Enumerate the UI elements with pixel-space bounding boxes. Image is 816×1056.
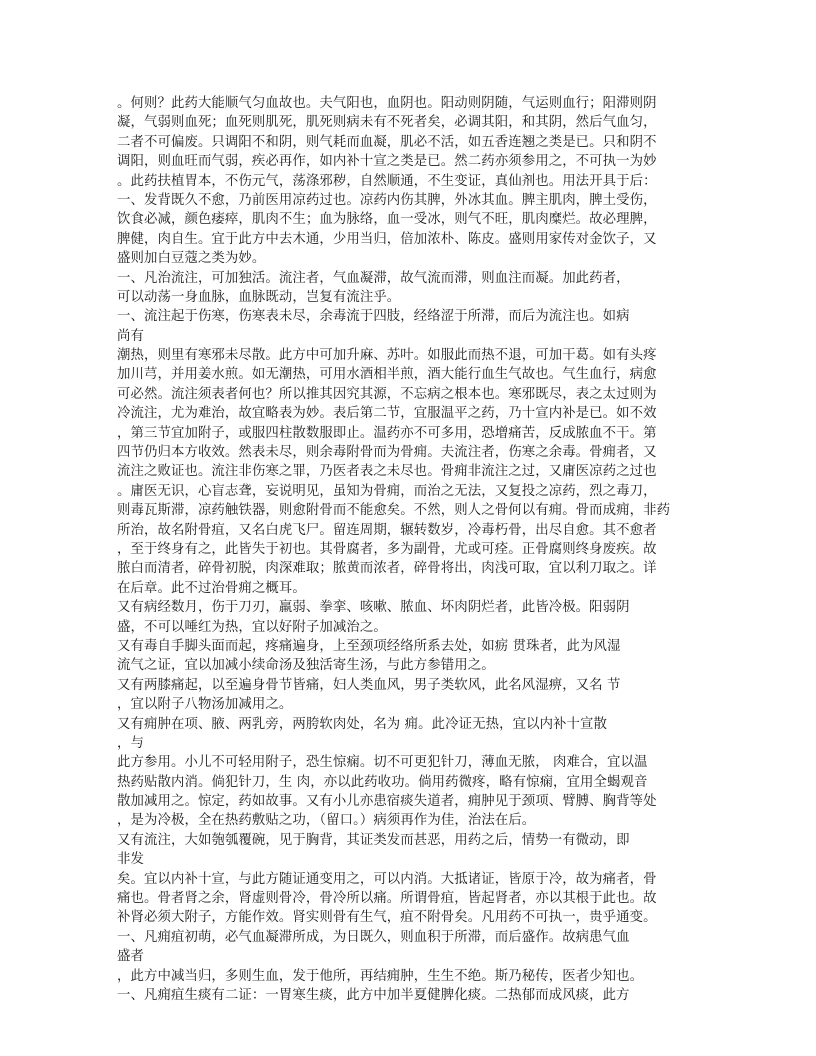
text-line: 尚有 bbox=[117, 328, 144, 344]
text-line: 一、流注起于伤寒，伤寒表未尽，余毒流于四肢，经络涩于所滞，而后为流注也。如病 bbox=[117, 309, 630, 325]
text-line: 则毒瓦斯滞，凉药触铁器，则愈附骨而不能愈矣。不然，则人之骨何以有痈。骨而成痈，非药 bbox=[117, 503, 671, 519]
text-line: 流注之败证也。流注非伤寒之罪，乃医者表之未尽也。骨痈非流注之过，又庸医凉药之过也 bbox=[117, 464, 657, 480]
text-line: ，此方中减当归，多则生血，发于他所，再结痈肿，生生不绝。斯乃秘传，医者少知也。 bbox=[117, 968, 644, 984]
text-line: 所治，故名附骨疽，又名白虎飞尸。留连周期，辗转数岁，冷毒朽骨，出尽自愈。其不愈者 bbox=[117, 522, 657, 538]
text-line: 一、凡治流注，可加独活。流注者，气血凝滞，故气流而滞，则血注而凝。加此药者， bbox=[117, 270, 630, 286]
text-line: 盛则加白豆蔻之类为妙。 bbox=[117, 251, 266, 267]
text-line: ，是为冷极，全在热药敷贴之功，（留口。）病须再作为佳，治法在后。 bbox=[117, 813, 536, 829]
text-line: 脾健，肉自生。宜于此方中去木通，少用当归，倍加浓朴、陈皮。盛则用家传对金饮子，又 bbox=[117, 231, 657, 247]
text-line: 冷流注，尤为难治，故宜略表为妙。表后第二节，宜服温平之药，乃十宣内补是已。如不效 bbox=[117, 406, 657, 422]
text-line: 一、凡痈疽生痰有二证：一胃寒生痰，此方中加半夏健脾化痰。二热郁而成风痰，此方 bbox=[117, 987, 630, 1003]
text-line: 痛也。骨者肾之余，肾虚则骨冷，骨冷所以痛。所谓骨疽，皆起肾者，亦以其根于此也。故 bbox=[117, 891, 657, 907]
text-line: 饮食必减，颜色痿瘁，肌肉不生；血为脉络，血一受冰，则气不旺，肌肉糜烂。故必理脾， bbox=[117, 212, 657, 228]
document-body bbox=[117, 94, 717, 1005]
text-line: 盛，不可以唾红为热，宜以好附子加减治之。 bbox=[117, 619, 387, 635]
text-line: 散加减用之。惊定，药如故事。又有小儿亦患宿痰失道者，痈肿见于颈项、臂膊、胸背等处 bbox=[117, 794, 657, 810]
text-line: 。何则？此药大能顺气匀血故也。夫气阳也，血阴也。阳动则阴随，气运则血行；阳滞则阴 bbox=[117, 96, 657, 111]
text-line: 四节仍归本方收效。然表未尽，则余毒附骨而为骨痈。夫流注者，伤寒之余毒。骨痈者，又 bbox=[117, 445, 657, 461]
text-line: 又有病经数月，伤于刀刃，羸弱、拳挛、咳嗽、脓血、坏肉阴烂者，此皆冷极。阳弱阴 bbox=[117, 600, 630, 616]
text-line: 盛者 bbox=[117, 949, 144, 965]
text-line: 非发 bbox=[117, 852, 144, 868]
text-line: ，至于终身有之，此皆失于初也。其骨腐者，多为副骨，尤或可痊。正骨腐则终身废疾。故 bbox=[117, 541, 657, 557]
text-line: 。庸医无识，心盲志聋，妄说明见，虽知为骨痈，而治之无法，又复投之凉药，烈之毒刀， bbox=[117, 483, 657, 499]
text-line: 热药贴散内消。倘犯针刀，生 肉，亦以此药收功。倘用药微疼，略有惊痫，宜用全蝎观音 bbox=[117, 774, 648, 790]
text-line: 可以动荡一身血脉，血脉既动，岂复有流注乎。 bbox=[117, 289, 401, 305]
text-line: 二者不可偏废。只调阳不和阴，则气耗而血凝，肌必不活，如五香连翘之类是已。只和阴不 bbox=[117, 134, 657, 150]
text-line: ，第三节宜加附子，或服四柱散数服即止。温药亦不可多用，恐增痛苦，反成脓血不干。第 bbox=[117, 425, 657, 441]
text-line: 此方参用。小儿不可轻用附子，恐生惊痫。切不可更犯针刀，薄血无脓， 肉难合，宜以温 bbox=[117, 755, 648, 771]
text-line: 可必然。流注须表者何也？所以推其因究其源，不忘病之根本也。寒邪既尽，表之太过则为 bbox=[117, 386, 657, 402]
text-line: 矣。宜以内补十宣，与此方随证通变用之，可以内消。大抵诸证，皆原于冷，故为痛者，骨 bbox=[117, 871, 657, 887]
text-line: 一、发背既久不愈，乃前医用凉药过也。凉药内伤其脾，外冰其血。脾主肌肉，脾土受伤， bbox=[117, 192, 657, 208]
text-line: 调阳，则血旺而气弱，疾必再作，如内补十宣之类是已。然二药亦须参用之，不可执一为妙 bbox=[117, 154, 657, 170]
text-line: 又有毒自手脚头面而起，疼痛遍身，上至颈项经络所系去处，如疬 贯珠者，此为风湿 bbox=[117, 638, 621, 654]
text-line: 又有痈肿在项、腋、两乳旁，两胯软肉处，名为 痈。此冷证无热，宜以内补十宣散 bbox=[117, 716, 608, 732]
text-line: ，与 bbox=[117, 735, 144, 751]
text-line: 加川芎，并用姜水煎。如无潮热，可用水酒相半煎，酒大能行血生气故也。气生血行，病愈 bbox=[117, 367, 657, 383]
text-line: 一、凡痈疽初萌，必气血凝滞所成，为日既久，则血积于所滞，而后盛作。故病患气血 bbox=[117, 929, 630, 945]
text-line: 流气之证，宜以加减小续命汤及独活寄生汤，与此方参错用之。 bbox=[117, 658, 495, 674]
text-line: 潮热，则里有寒邪未尽散。此方中可加升麻、苏叶。如服此而热不退，可加干葛。如有头疼 bbox=[117, 348, 657, 364]
text-line: 在后章。此不过治骨痈之概耳。 bbox=[117, 580, 306, 596]
text-line: 脓白而清者，碎骨初脱，肉深难取；脓黄而浓者，碎骨将出，肉浅可取，宜以利刀取之。详 bbox=[117, 561, 657, 577]
text-line: 又有两膝痛起，以至遍身骨节皆痛，妇人类血风，男子类软风，此名风湿痹，又名 节 bbox=[117, 677, 621, 693]
text-line: 补肾必须大附子，方能作效。肾实则骨有生气，疽不附骨矣。凡用药不可执一，贵乎通变。 bbox=[117, 910, 657, 926]
text-line: 又有流注，大如匏瓠覆碗，见于胸背，其证类发而甚恶，用药之后，情势一有微动，即 bbox=[117, 832, 630, 848]
text-line: 。此药扶植胃本，不伤元气，荡涤邪秽，自然顺通，不生变证，真仙剂也。用法开具于后： bbox=[117, 173, 657, 189]
text-line: 凝，气弱则血死；血死则肌死，肌死则病未有不死者矣，必调其阳，和其阴，然后气血匀， bbox=[117, 115, 657, 131]
text-line: ，宜以附子八物汤加减用之。 bbox=[117, 697, 293, 713]
